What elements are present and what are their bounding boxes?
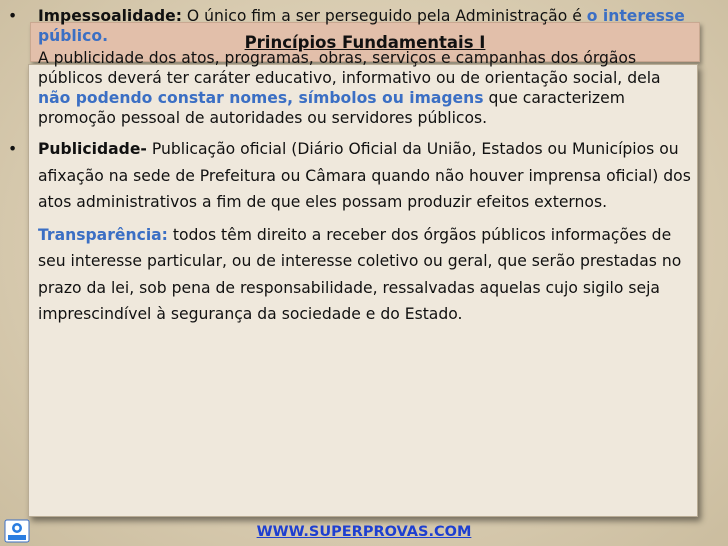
bullet-text: Publicação oficial (Diário Oficial da União, Estados ou Municípios ou afixação na sede de Prefeitura ou Câmara quando não houver imprensa oficial) dos atos administrativos a fim de que eles possam produzir efeitos externos. <box>38 140 691 211</box>
term-publicidade: Publicidade- <box>38 140 147 158</box>
slide-body <box>8 6 696 328</box>
paragraph-text: todos têm direito a receber dos órgãos públicos informações de seu interesse particular, ou de interesse coletivo ou geral, que serão prestadas no prazo da lei, sob pena de responsabilidade, ressalvadas aquelas cujo sigilo seja imprescindível à segurança da sociedade e do Estado. <box>38 225 682 323</box>
bullet-paragraph <box>38 6 696 46</box>
paragraph-text: A publicidade dos atos, programas, obras, serviços e campanhas dos órgãos públicos deverá ter caráter educativo, informativo ou de orientação social, dela <box>38 49 661 87</box>
slide-title: Princípios Fundamentais I <box>244 32 486 52</box>
footer-link-text[interactable]: WWW.SUPERPROVAS.COM <box>256 524 472 540</box>
highlight-interesse-publico: o interesse público. <box>38 7 685 45</box>
paragraph-text-end: que caracterizem promoção pessoal de autoridades ou servidores públicos. <box>38 89 625 127</box>
bullet-marker: • <box>8 140 18 158</box>
bullet-paragraph <box>38 136 696 216</box>
bullet-impessoalidade <box>8 6 696 128</box>
bullet-text: O único fim a ser perseguido pela Administração é <box>181 7 587 25</box>
term-impessoalidade: Impessoalidade: <box>38 7 182 25</box>
highlight-nao-podendo: não podendo constar nomes, símbolos ou imagens <box>38 89 484 107</box>
footer-link[interactable] <box>0 524 728 540</box>
bullet-marker: • <box>8 7 18 25</box>
bullet-paragraph-publicidade-atos <box>38 48 696 128</box>
bullet-publicidade <box>8 136 696 328</box>
bullet-paragraph-transparencia <box>38 222 696 328</box>
term-transparencia: Transparência: <box>38 225 168 244</box>
